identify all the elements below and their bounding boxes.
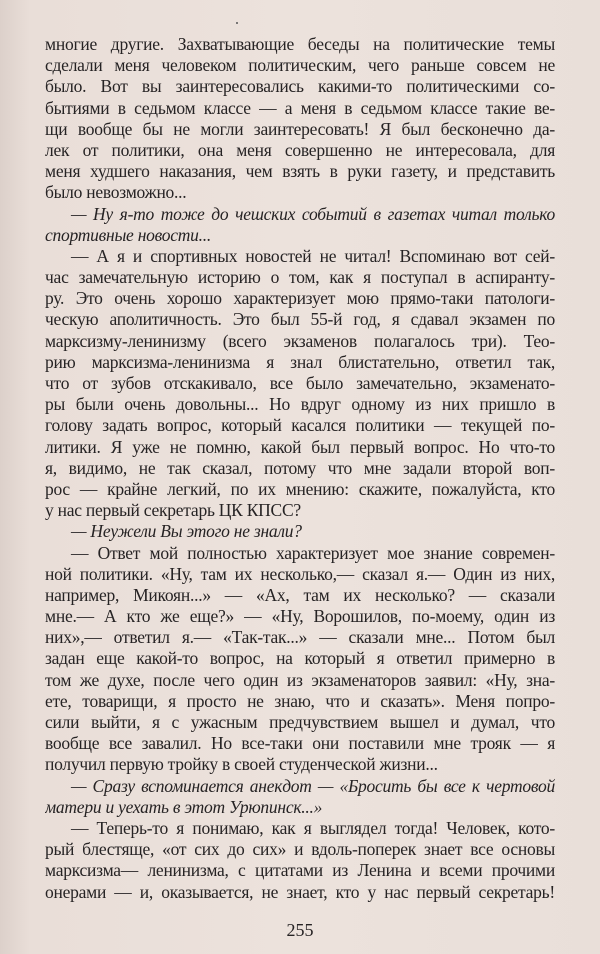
text-line: — Ответ мой полностью характеризует мое знание современ- — [71, 542, 555, 563]
text-line: рос — крайне легкий, по их мнению: скажите, пожалуйста, кто — [45, 478, 555, 499]
interviewer-line: — Ну я-то тоже до чешских событий в газетах читал только — [71, 203, 555, 224]
text-line: ческую аполитичность. Это был 55-й год, я сдавал экзамен по — [45, 309, 555, 330]
text-line: рый блестяще, «от сих до сих» и вдоль-поперек знает все основы — [45, 839, 555, 860]
text-line: — Теперь-то я понимаю, как я выглядел тогда! Человек, кото- — [71, 817, 555, 838]
text-line: — А я и спортивных новостей не читал! Вспоминаю вот сей- — [71, 245, 555, 266]
text-line: щи вообще бы не могли заинтересовать! Я был бесконечно да- — [45, 118, 555, 139]
interviewer-line: — Сразу вспоминается анекдот — «Бросить бы все к чертовой — [71, 775, 555, 796]
text-line: многие другие. Захватывающие беседы на политические темы — [45, 34, 555, 54]
text-line: рию марксизма-ленинизма я знал блистательно, ответил так, — [45, 351, 555, 372]
text-line: что от зубов отскакивало, все было замечательно, экзаменато- — [45, 373, 555, 393]
text-line: бытиями в седьмом классе — а меня в седьмом классе такие ве- — [45, 97, 555, 118]
text-line: литики. Я уже не помню, какой был первый вопрос. Но что-то — [45, 436, 555, 457]
text-line: онерами — и, оказывается, не знает, кто у нас первый секретарь! — [45, 881, 555, 902]
text-line: сделали меня человеком политическим, чего раньше совсем не — [45, 55, 555, 76]
page-number: 255 — [286, 920, 314, 940]
text-line: мне.— А кто же еще?» — «Ну, Ворошилов, по-моему, один из — [45, 606, 555, 627]
page-body-text — [45, 34, 555, 903]
text-line: голову задать вопрос, который касался политики — текущей по- — [45, 415, 555, 436]
text-line: ры были очень довольны... Но вдруг одному из них пришло в — [45, 394, 555, 415]
text-line: задан еще какой-то вопрос, на который я ответил примерно в — [45, 648, 555, 669]
text-line: было невозможно... — [45, 182, 187, 203]
text-line: ете, товарищи, я просто не знаю, что и сказать». Меня попро- — [45, 690, 555, 711]
text-line: меня худшего наказания, чем взять в руки газету, и представить — [45, 161, 555, 182]
text-line: марксизма— ленинизма, с цитатами из Ленина и всеми прочими — [45, 860, 555, 881]
text-line: вообще все завалил. Но все-таки они поставили мне трояк — я — [45, 733, 555, 754]
text-line: том же духе, после чего один из экзаменаторов заявил: «Ну, зна- — [45, 669, 555, 690]
text-line: них»,— ответил я.— «Так-так...» — сказали мне... Потом был — [45, 627, 555, 648]
text-line: ру. Это очень хорошо характеризует мою прямо-таки патологи- — [45, 288, 555, 309]
speck — [236, 22, 238, 24]
text-line: было. Вот вы заинтересовались какими-то политическими со- — [45, 76, 555, 97]
text-line: сили выйти, я с ужасным предчувствием вышел и думал, что — [45, 712, 555, 732]
text-line: марксизму-ленинизму (всего экзаменов полагалось три). Тео- — [45, 330, 555, 351]
text-line: например, Микоян...» — «Ах, там их несколько? — сказали — [45, 584, 555, 605]
text-line: лек от политики, она меня совершенно не интересовала, для — [45, 139, 555, 160]
interviewer-line: спортивные новости... — [45, 224, 212, 245]
text-line: ной политики. «Ну, там их несколько,— сказал я.— Один из них, — [45, 563, 555, 584]
interviewer-line: матери и уехать в этот Урюпинск...» — [45, 796, 323, 817]
text-line: получил первую тройку в своей студенческой жизни... — [45, 754, 438, 775]
text-line: я, видимо, не так сказал, потому что мне задали второй воп- — [45, 457, 555, 478]
text-line: час замечательную историю о том, как я поступал в аспиранту- — [45, 267, 555, 288]
interviewer-line: — Неужели Вы этого не знали? — [71, 521, 302, 542]
text-line: у нас первый секретарь ЦК КПСС? — [45, 500, 301, 521]
